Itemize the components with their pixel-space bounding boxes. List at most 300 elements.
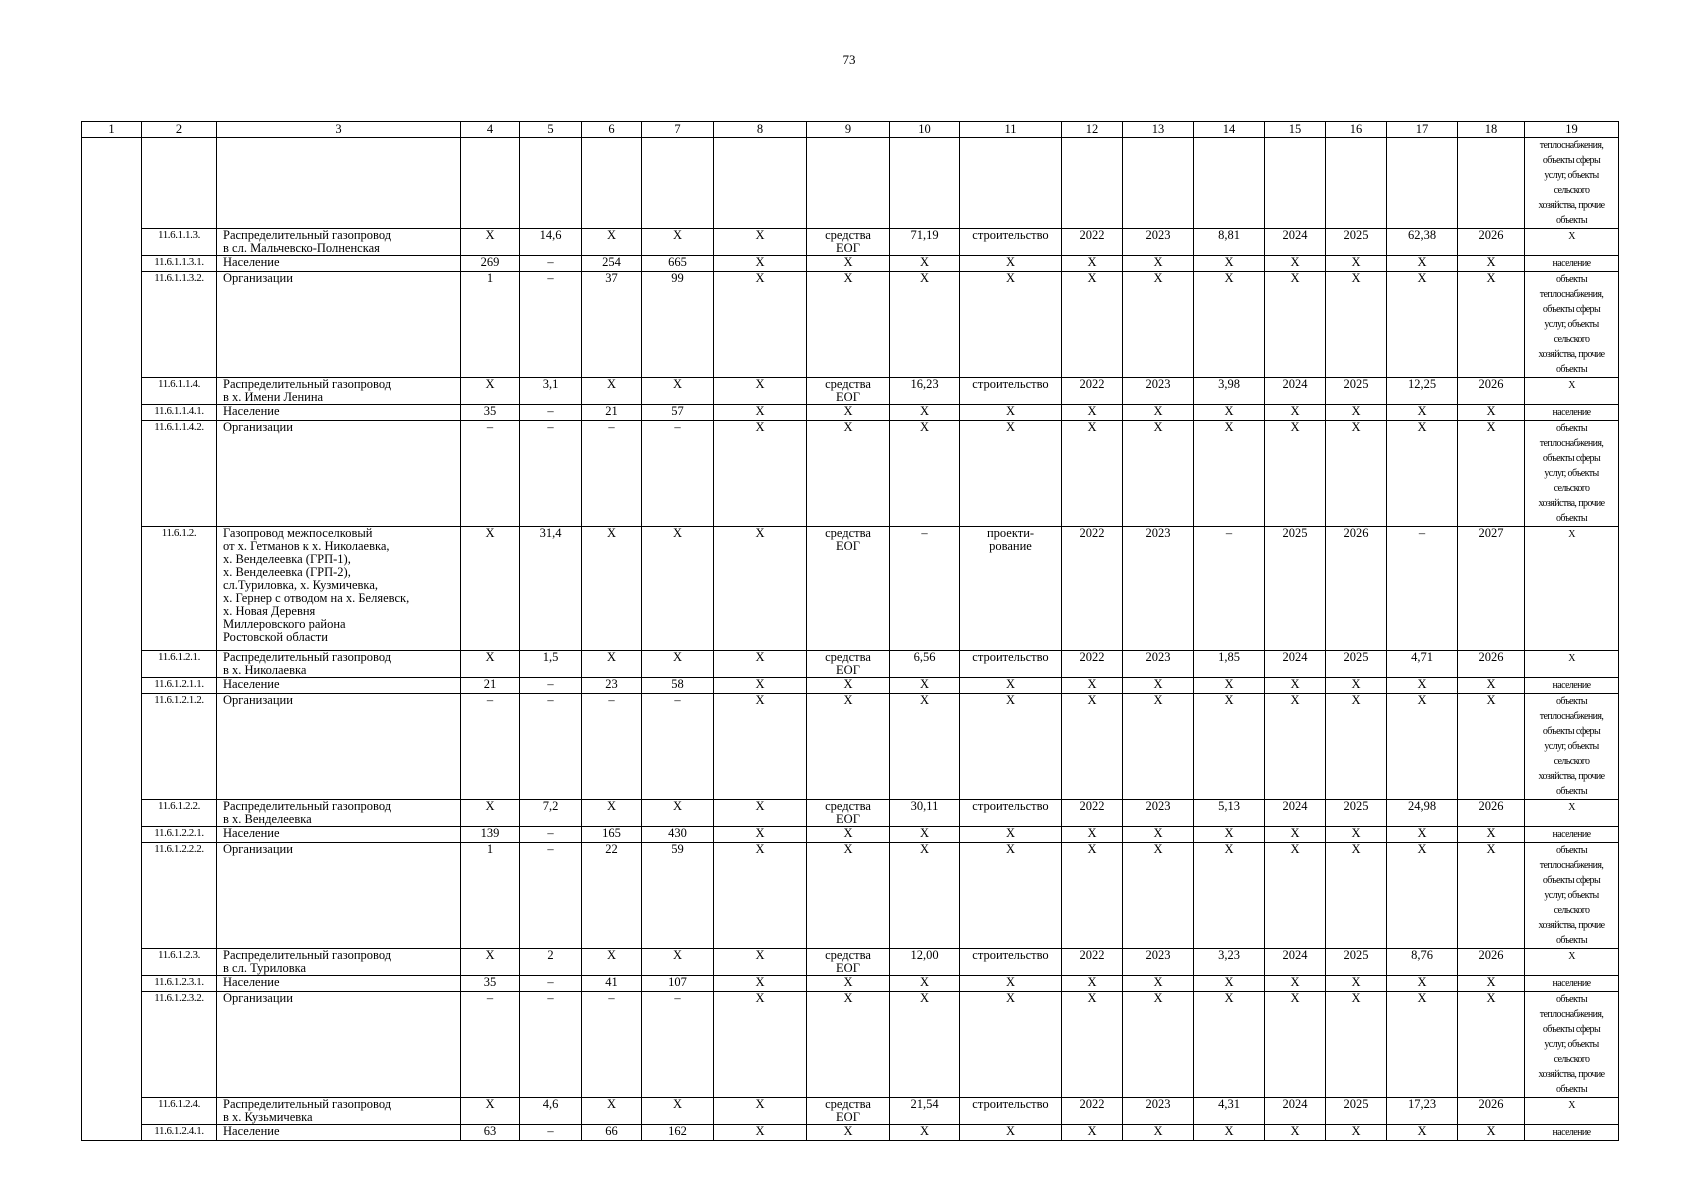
table-cell: строительство [960,949,1062,976]
table-cell [82,272,142,378]
table-cell: Х [714,378,807,405]
table-cell: Население [217,405,461,421]
table-cell: 22 [582,843,642,949]
table-cell: 62,38 [1387,229,1458,256]
table-cell: – [582,421,642,527]
table-cell: средства ЕОГ [807,1098,890,1125]
table-cell: средства ЕОГ [807,651,890,678]
table-cell: Распределительный газопровод в х. Кузьмичевка [217,1098,461,1125]
table-cell: Х [1123,256,1194,272]
table-cell: теплоснабжения, объекты сферы услуг, объекты сельского хозяйства, прочие объекты [1525,138,1619,229]
table-cell: – [520,843,582,949]
table-cell: Х [1525,949,1619,976]
table-cell: Х [714,272,807,378]
table-row [82,272,1619,378]
table-cell: Х [642,949,714,976]
table-row [82,678,1619,694]
table-cell: Х [1194,421,1265,527]
table-cell: – [642,694,714,800]
table-cell: население [1525,1125,1619,1141]
table-cell: 139 [461,827,520,843]
table-cell: 2023 [1123,527,1194,651]
table-cell: Х [1458,272,1525,378]
table-cell [1123,138,1194,229]
table-cell: Х [1194,678,1265,694]
table-cell: Х [582,1098,642,1125]
table-cell: Х [1265,843,1326,949]
table-row [82,1098,1619,1125]
table-cell: 11.6.1.2.4. [142,1098,217,1125]
table-cell: Х [807,694,890,800]
column-number: 10 [890,122,960,138]
table-cell: Х [714,421,807,527]
table-cell: Х [714,1125,807,1141]
table-cell [82,378,142,405]
table-cell [807,138,890,229]
table-cell: 31,4 [520,527,582,651]
table-cell: Х [582,229,642,256]
table-cell: Х [714,405,807,421]
table-cell: – [520,421,582,527]
table-cell [82,800,142,827]
table-cell: Распределительный газопровод в х. Имени Ленина [217,378,461,405]
table-cell: 2026 [1326,527,1387,651]
table-cell: Х [642,229,714,256]
table-cell: 2025 [1326,800,1387,827]
table-cell: – [582,992,642,1098]
table-cell: объекты теплоснабжения, объекты сферы услуг, объекты сельского хозяйства, прочие объекты [1525,694,1619,800]
table-row [82,949,1619,976]
table-cell: 12,00 [890,949,960,976]
table-cell: Организации [217,272,461,378]
table-cell: 1 [461,843,520,949]
table-cell: 21 [582,405,642,421]
table-cell: Х [960,1125,1062,1141]
table-cell: Х [461,378,520,405]
table-cell: 1,5 [520,651,582,678]
table-cell [82,651,142,678]
table-cell: Х [960,421,1062,527]
table-cell: 1 [461,272,520,378]
column-number: 2 [142,122,217,138]
table-cell: Х [960,256,1062,272]
table-cell: Х [960,272,1062,378]
table-cell: Х [1062,827,1123,843]
table-cell: Х [1194,976,1265,992]
table-cell: 2026 [1458,378,1525,405]
table-cell: 11.6.1.2.2. [142,800,217,827]
table-cell: Х [1458,678,1525,694]
table-cell: 21 [461,678,520,694]
table-cell: 11.6.1.2.1.1. [142,678,217,694]
table-cell: 4,71 [1387,651,1458,678]
table-cell: строительство [960,1098,1062,1125]
table-cell [82,1098,142,1125]
table-row [82,256,1619,272]
table-cell: Х [714,527,807,651]
table-cell: 11.6.1.1.3.1. [142,256,217,272]
table-cell: Х [1194,405,1265,421]
table-cell: Х [1326,827,1387,843]
table-cell: 2025 [1265,527,1326,651]
table-cell: Х [1062,256,1123,272]
table-cell [520,138,582,229]
table-cell: объекты теплоснабжения, объекты сферы услуг, объекты сельского хозяйства, прочие объекты [1525,992,1619,1098]
table-cell: Х [642,651,714,678]
table-cell: 35 [461,976,520,992]
table-cell: Х [1194,843,1265,949]
table-cell: Х [1062,678,1123,694]
table-cell: 14,6 [520,229,582,256]
table-cell: Х [714,694,807,800]
table-cell: Х [1387,694,1458,800]
column-number: 9 [807,122,890,138]
table-cell: Х [1326,256,1387,272]
table-cell: – [520,405,582,421]
column-number: 12 [1062,122,1123,138]
table-cell: Х [1194,256,1265,272]
table-cell: 4,6 [520,1098,582,1125]
table-cell: 41 [582,976,642,992]
table-cell [82,421,142,527]
table-cell: 2023 [1123,949,1194,976]
table-row [82,421,1619,527]
table-cell: 3,23 [1194,949,1265,976]
table-cell: Х [1326,405,1387,421]
column-number: 3 [217,122,461,138]
table-cell: Х [582,949,642,976]
table-cell [82,976,142,992]
table-row [82,1125,1619,1141]
table-cell [82,694,142,800]
column-number: 7 [642,122,714,138]
table-cell: 57 [642,405,714,421]
table-cell: 99 [642,272,714,378]
table-cell: 2026 [1458,949,1525,976]
table-row [82,992,1619,1098]
table-cell: Х [890,256,960,272]
table-cell: Х [1194,992,1265,1098]
column-number: 13 [1123,122,1194,138]
table-cell: Х [1265,272,1326,378]
table-cell: Х [1387,678,1458,694]
table-cell: Распределительный газопровод в х. Николаевка [217,651,461,678]
table-cell: Х [642,800,714,827]
table-cell: Х [1265,827,1326,843]
table-cell: Х [714,949,807,976]
table-cell: 2026 [1458,651,1525,678]
table-cell: 11.6.1.1.4.1. [142,405,217,421]
table-cell: Х [890,976,960,992]
table-cell: 2023 [1123,1098,1194,1125]
table-cell: Х [1062,843,1123,949]
table-cell: 71,19 [890,229,960,256]
table-cell: 2024 [1265,800,1326,827]
table-cell: Х [807,827,890,843]
table-cell: Х [642,527,714,651]
table-cell: 6,56 [890,651,960,678]
table-cell: Х [714,651,807,678]
table-row [82,229,1619,256]
table-cell: 12,25 [1387,378,1458,405]
table-cell: 2026 [1458,1098,1525,1125]
table-cell: Х [1387,827,1458,843]
table-cell: Организации [217,843,461,949]
table-cell: – [1194,527,1265,651]
column-number: 18 [1458,122,1525,138]
table-cell: Население [217,256,461,272]
table-cell: средства ЕОГ [807,800,890,827]
table-cell: Х [1387,992,1458,1098]
table-cell: Х [1265,405,1326,421]
table-cell: Х [1387,272,1458,378]
table-cell: Х [1525,1098,1619,1125]
table-cell: строительство [960,800,1062,827]
column-number: 16 [1326,122,1387,138]
table-row [82,405,1619,421]
table-cell: 3,98 [1194,378,1265,405]
table-cell: Х [1458,421,1525,527]
table-cell: средства ЕОГ [807,378,890,405]
table-cell: 2023 [1123,800,1194,827]
table-cell: Х [714,800,807,827]
table-cell [960,138,1062,229]
table-cell [217,138,461,229]
column-number: 19 [1525,122,1619,138]
table-cell: Х [960,405,1062,421]
table-cell: Х [807,256,890,272]
table-cell: Х [461,229,520,256]
table-cell: 165 [582,827,642,843]
table-cell: Х [890,843,960,949]
table-cell: Население [217,1125,461,1141]
table-cell: Х [807,678,890,694]
table-cell: Распределительный газопровод в х. Венделеевка [217,800,461,827]
column-number: 15 [1265,122,1326,138]
table-cell: 24,98 [1387,800,1458,827]
table-cell: Х [1326,976,1387,992]
table-row [82,651,1619,678]
table-cell [82,256,142,272]
table-cell: 11.6.1.2. [142,527,217,651]
table-cell: Х [1194,1125,1265,1141]
table-cell: 2023 [1123,378,1194,405]
table-cell: Х [1326,1125,1387,1141]
table-cell: 269 [461,256,520,272]
table-cell: – [520,827,582,843]
table-cell [82,949,142,976]
column-number: 6 [582,122,642,138]
table-cell: Х [1326,678,1387,694]
table-row [82,976,1619,992]
table-cell: Х [714,1098,807,1125]
table-cell: 2024 [1265,378,1326,405]
table-header [82,122,1619,138]
table-cell: 11.6.1.1.4.2. [142,421,217,527]
table-cell: 2022 [1062,1098,1123,1125]
table-cell: Х [1123,678,1194,694]
table-cell: 11.6.1.2.4.1. [142,1125,217,1141]
table-cell: 58 [642,678,714,694]
table-cell: 5,13 [1194,800,1265,827]
table-cell [82,992,142,1098]
table-cell: 8,81 [1194,229,1265,256]
table-cell: Х [1265,976,1326,992]
table-cell: Население [217,678,461,694]
table-cell: Х [461,651,520,678]
table-cell: Х [890,421,960,527]
table-cell: средства ЕОГ [807,229,890,256]
table-cell: Х [1123,1125,1194,1141]
table-row [82,843,1619,949]
table-cell: население [1525,976,1619,992]
table-cell: Х [1326,272,1387,378]
table-cell: 11.6.1.2.2.1. [142,827,217,843]
table-cell: 2025 [1326,949,1387,976]
table-cell: Х [1194,827,1265,843]
table-cell: 11.6.1.2.3. [142,949,217,976]
table-cell: Х [1326,694,1387,800]
table-cell: Х [1265,678,1326,694]
table-cell: Х [807,405,890,421]
table-cell: Х [582,378,642,405]
table-cell: – [520,992,582,1098]
table-row [82,800,1619,827]
table-cell [82,827,142,843]
table-cell: Х [1265,421,1326,527]
table-cell: Х [1062,694,1123,800]
table-cell: 2024 [1265,949,1326,976]
table-cell [582,138,642,229]
table-cell: – [461,421,520,527]
table-cell: 2022 [1062,800,1123,827]
table-cell: Х [807,843,890,949]
table-cell [1458,138,1525,229]
table-cell: – [520,678,582,694]
table-cell: Х [714,827,807,843]
table-cell: Х [890,272,960,378]
column-number: 4 [461,122,520,138]
table-cell: Х [1265,992,1326,1098]
table-cell [82,405,142,421]
table-cell [642,138,714,229]
table-cell: Х [1062,421,1123,527]
table-cell: Х [890,1125,960,1141]
table-cell: Х [714,678,807,694]
table-cell: 2025 [1326,378,1387,405]
page-number: 73 [842,52,856,67]
table-cell: Х [1123,694,1194,800]
table-cell: Х [807,421,890,527]
table-cell: Х [1458,992,1525,1098]
table-cell: 2024 [1265,229,1326,256]
table-cell: Х [461,800,520,827]
table-cell: 1,85 [1194,651,1265,678]
table-cell: Х [1387,843,1458,949]
table-cell [82,843,142,949]
table-cell: Х [1265,694,1326,800]
table-cell: 11.6.1.2.1.2. [142,694,217,800]
table-cell: Х [890,678,960,694]
table-cell [1387,138,1458,229]
table-cell [142,138,217,229]
table-cell: Х [1525,378,1619,405]
table-row [82,378,1619,405]
table-cell: 2025 [1326,1098,1387,1125]
table-cell: Х [807,1125,890,1141]
table-cell: 11.6.1.1.3. [142,229,217,256]
table-cell: 2024 [1265,651,1326,678]
table-cell: Х [714,843,807,949]
table-cell: 37 [582,272,642,378]
table-cell: Х [714,229,807,256]
gas-pipeline-table [81,121,1619,1141]
table-cell: – [520,976,582,992]
table-cell: проекти- рование [960,527,1062,651]
table-cell [461,138,520,229]
table-cell [714,138,807,229]
table-cell: 2022 [1062,651,1123,678]
table-cell: строительство [960,378,1062,405]
table-cell: Х [1458,694,1525,800]
table-cell: 4,31 [1194,1098,1265,1125]
table-cell [82,138,142,229]
table-cell: Х [1525,800,1619,827]
table-row [82,138,1619,229]
column-number: 14 [1194,122,1265,138]
table-cell: Газопровод межпоселковый от х. Гетманов к х. Николаевка, х. Венделеевка (ГРП-1), х. Венделеевка (ГРП-2), сл.Туриловка, х. Кузмичевка, х. Гернер с отводом на х. Беляевск, х. Новая Деревня Миллеровского района Ростовской области [217,527,461,651]
table-cell: 2027 [1458,527,1525,651]
table-cell: 254 [582,256,642,272]
table-cell: Х [890,405,960,421]
table-cell: объекты теплоснабжения, объекты сферы услуг, объекты сельского хозяйства, прочие объекты [1525,272,1619,378]
table-cell: Х [1123,405,1194,421]
column-number: 17 [1387,122,1458,138]
table-cell: – [520,1125,582,1141]
table-cell: Х [1123,272,1194,378]
table-cell: население [1525,827,1619,843]
table-cell: средства ЕОГ [807,527,890,651]
table-cell: Х [461,949,520,976]
table-cell: Х [890,827,960,843]
table-cell: Х [1525,527,1619,651]
table-cell [1062,138,1123,229]
table-cell: Население [217,827,461,843]
column-number: 1 [82,122,142,138]
table-cell [82,229,142,256]
table-cell: Х [642,1098,714,1125]
table-cell: Х [890,694,960,800]
table-cell: Х [714,256,807,272]
table-cell: Х [1123,843,1194,949]
table-cell: 17,23 [1387,1098,1458,1125]
table-cell: Х [960,976,1062,992]
table-cell: Х [1458,1125,1525,1141]
table-cell: 16,23 [890,378,960,405]
table-cell: Х [1062,976,1123,992]
table-cell: Население [217,976,461,992]
table-cell: Х [960,827,1062,843]
table-cell: 63 [461,1125,520,1141]
table-cell: – [520,256,582,272]
table-cell: Х [1525,651,1619,678]
table-row [82,827,1619,843]
table-cell: 21,54 [890,1098,960,1125]
table-row [82,527,1619,651]
table-cell: 11.6.1.2.3.2. [142,992,217,1098]
table-cell: Х [1458,405,1525,421]
table-cell: – [520,694,582,800]
